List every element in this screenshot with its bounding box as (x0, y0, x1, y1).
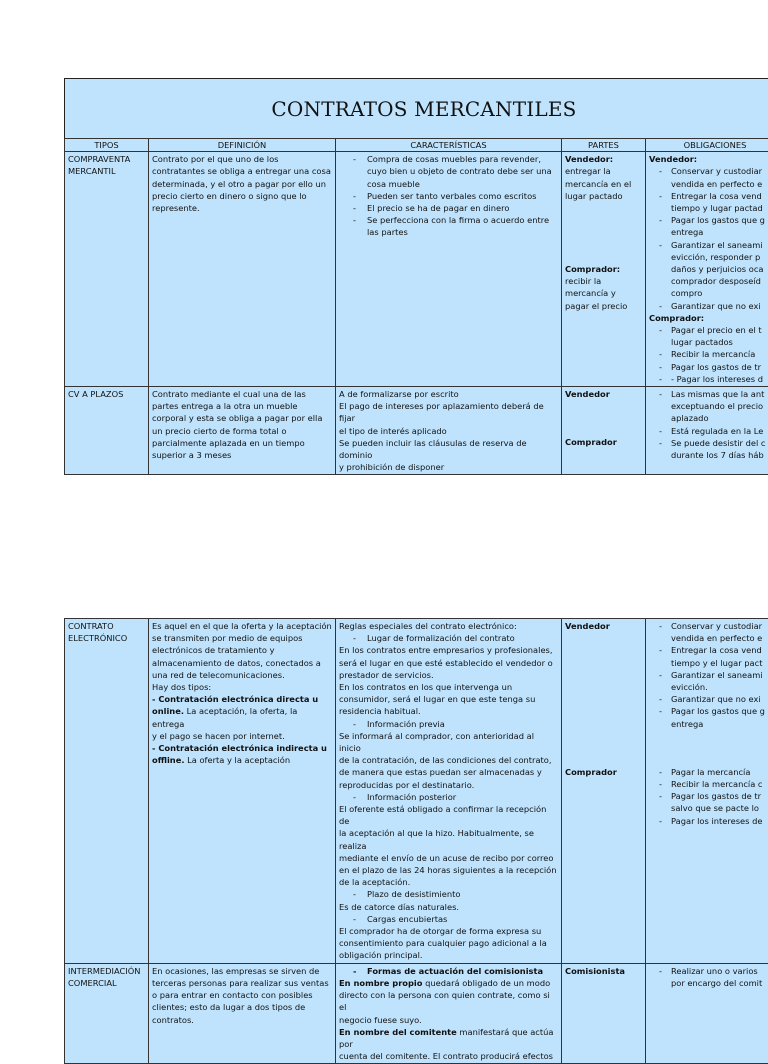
caracteristica-item: - Pueden ser tanto verbales como escritos (339, 190, 558, 202)
cell-definicion (149, 152, 336, 387)
caracteristica-item: - Compra de cosas muebles para revender, (339, 153, 558, 165)
definicion-line: o para entrar en contacto con posibles (152, 989, 332, 1001)
cell-caracteristicas (336, 387, 562, 475)
table-row (65, 387, 768, 475)
parte-line: mercancía y (565, 287, 642, 299)
obligacion-item: - Conservar y custodiar (649, 620, 768, 632)
caracteristica-line: El comprador ha de otorgar de forma expresa su (339, 925, 558, 937)
definicion-directa-bold: online. (152, 706, 184, 716)
definicion-indirecta-title: - Contratación electrónica indirecta u (152, 742, 332, 754)
caracteristica-line: de la contratación, de las condiciones del contrato, (339, 754, 558, 766)
parte-line: pagar el precio (565, 300, 642, 312)
obligacion-cont: tiempo y lugar pactad (649, 202, 768, 214)
table-title: CONTRATOS MERCANTILES (271, 97, 576, 121)
obligacion-cont: aplazado (649, 412, 768, 424)
obligacion-item: - Garantizar el saneami (649, 239, 768, 251)
header-row (65, 139, 768, 152)
definicion-line: contratantes se obliga a entregar una cosa (152, 165, 332, 177)
table-row (65, 152, 768, 387)
obligacion-cont: vendida en perfecto e (649, 178, 768, 190)
caracteristica-line: directo con la persona con quien contrate, como si el (339, 989, 558, 1013)
caracteristica-line: obligación principal. (339, 949, 558, 961)
definicion-directa-text: La aceptación, la oferta, la entrega (152, 706, 297, 728)
caracteristica-line: mediante el envío de un acuse de recibo por correo (339, 852, 558, 864)
parte-comprador-label: Comprador (565, 436, 642, 448)
caracteristica-intro: Reglas especiales del contrato electrónico: (339, 620, 558, 632)
parte-line: entregar la (565, 165, 642, 177)
definicion-line: terceras personas para realizar sus ventas (152, 977, 332, 989)
definicion-line: electrónicos de tratamiento y (152, 644, 332, 656)
caracteristica-line: El pago de intereses por aplazamiento deberá de fijar (339, 400, 558, 424)
caracteristica-line: reproducidas por el destinatario. (339, 779, 558, 791)
caracteristica-line: cuenta del comitente. El contrato producirá efectos (339, 1050, 558, 1062)
obligacion-cont: daños y perjuicios oca (649, 263, 768, 275)
obligacion-item: - Entregar la cosa vend (649, 644, 768, 656)
parte-line: recibir la (565, 275, 642, 287)
cell-caracteristicas (336, 963, 562, 1064)
definicion-directa-line (152, 705, 332, 729)
obligacion-item: - Se puede desistir del c (649, 437, 768, 449)
definicion-line: y el pago se hacen por internet. (152, 730, 332, 742)
contracts-table-page-1 (64, 78, 768, 475)
table-title-bar (64, 78, 768, 138)
caracteristica-section-title: - Cargas encubiertas (339, 913, 558, 925)
caracteristica-section-title: - Información previa (339, 718, 558, 730)
parte-vendedor-label: Vendedor: (565, 153, 642, 165)
caracteristica-cont: las partes (339, 226, 558, 238)
definicion-line: En ocasiones, las empresas se sirven de (152, 965, 332, 977)
caracteristica-line: A de formalizarse por escrito (339, 388, 558, 400)
definicion-directa-title: - Contratación electrónica directa u (152, 693, 332, 705)
obligacion-item: - Recibir la mercancía c (649, 778, 768, 790)
cell-definicion (149, 619, 336, 964)
header-definicion: DEFINICIÓN (149, 139, 336, 152)
obligacion-cont: tiempo y el lugar pact (649, 657, 768, 669)
definicion-indirecta-bold: offline. (152, 755, 185, 765)
spacer (649, 730, 768, 766)
cell-obligaciones (646, 152, 768, 387)
obligacion-item: - Entregar la cosa vend (649, 190, 768, 202)
obligacion-cont: comprador desposeíd (649, 275, 768, 287)
cell-tipo (65, 387, 149, 475)
caracteristica-cont: cosa mueble (339, 178, 558, 190)
caracteristica-section-title: - Plazo de desistimiento (339, 888, 558, 900)
caracteristica-line: y prohibición de disponer (339, 461, 558, 473)
parte-line: mercancía en el (565, 178, 642, 190)
caracteristica-line: prestador de servicios. (339, 669, 558, 681)
definicion-line: un precio cierto de forma total o (152, 425, 332, 437)
definicion-line: contratos. (152, 1014, 332, 1026)
caracteristica-line: En los contratos entre empresarios y profesionales, (339, 644, 558, 656)
obligacion-cont: compro (649, 287, 768, 299)
definicion-line: Es aquel en el que la oferta y la aceptación (152, 620, 332, 632)
caracteristica-line: será el lugar en que esté establecido el vendedor o (339, 657, 558, 669)
caracteristica-section-title: - Formas de actuación del comisionista (339, 965, 558, 977)
caracteristica-line: en el plazo de las 24 horas siguientes a la recepción (339, 864, 558, 876)
caracteristica-line: consentimiento para cualquier pago adicional a la (339, 937, 558, 949)
obligacion-item: - Pagar los gastos que g (649, 705, 768, 717)
caracteristica-line: En los contratos en los que intervenga un (339, 681, 558, 693)
definicion-line: corporal y esta se obliga a pagar por ella (152, 412, 332, 424)
header-caracteristicas: CARACTERÍSTICAS (336, 139, 562, 152)
caracteristica-line: Se pueden incluir las cláusulas de reserva de dominio (339, 437, 558, 461)
caracteristica-section-title: - Lugar de formalización del contrato (339, 632, 558, 644)
cell-tipo (65, 963, 149, 1064)
definicion-line: Hay dos tipos: (152, 681, 332, 693)
parte-comisionista-label: Comisionista (565, 965, 642, 977)
obligacion-cont: lugar pactados (649, 336, 768, 348)
caracteristica-line: Es de catorce días naturales. (339, 901, 558, 913)
obligacion-item: - - Pagar los intereses d (649, 373, 768, 385)
obligacion-item: - Conservar y custodiar (649, 165, 768, 177)
spacer (565, 202, 642, 263)
contracts-table (64, 138, 768, 475)
cell-definicion (149, 387, 336, 475)
obligacion-item: - Garantizar que no exi (649, 693, 768, 705)
table-row (65, 963, 768, 1064)
cell-tipo (65, 152, 149, 387)
tipo-line: CV A PLAZOS (68, 388, 145, 400)
caracteristica-line: la aceptación al que la hizo. Habitualmente, se realiza (339, 827, 558, 851)
tipo-line: COMERCIAL (68, 977, 145, 989)
obligacion-item: - Pagar la mercancía (649, 766, 768, 778)
tipo-line: INTERMEDIACIÓN (68, 965, 145, 977)
caracteristica-line (339, 977, 558, 989)
caracteristica-line: de manera que estas puedan ser almacenadas y (339, 766, 558, 778)
caracteristica-text: quedará obligado de un modo (422, 978, 550, 988)
cell-partes (562, 387, 646, 475)
definicion-line: superior a 3 meses (152, 449, 332, 461)
cell-caracteristicas (336, 619, 562, 964)
obligacion-item: - Garantizar que no exi (649, 300, 768, 312)
obligacion-cont: evicción, responder p (649, 251, 768, 263)
obligacion-item: - Pagar los intereses de (649, 815, 768, 827)
obligacion-vendedor-label: Vendedor: (649, 153, 768, 165)
obligacion-item: - Las mismas que la ant (649, 388, 768, 400)
obligacion-cont: salvo que se pacte lo (649, 802, 768, 814)
caracteristica-bold: En nombre propio (339, 978, 422, 988)
definicion-line: determinada, y el otro a pagar por ello un (152, 178, 332, 190)
cell-obligaciones (646, 387, 768, 475)
obligacion-cont: evicción. (649, 681, 768, 693)
caracteristica-section-title: - Información posterior (339, 791, 558, 803)
definicion-line: una red de telecomunicaciones. (152, 669, 332, 681)
obligacion-cont: vendida en perfecto e (649, 632, 768, 644)
cell-obligaciones (646, 619, 768, 964)
tipo-line: ELECTRÓNICO (68, 632, 145, 644)
caracteristica-line: negocio fuese suyo. (339, 1014, 558, 1026)
cell-caracteristicas (336, 152, 562, 387)
obligacion-comprador-label: Comprador: (649, 312, 768, 324)
parte-vendedor-label: Vendedor (565, 620, 642, 632)
obligacion-item: - Realizar uno o varios (649, 965, 768, 977)
table-row (65, 619, 768, 964)
obligacion-item: - Pagar los gastos de tr (649, 790, 768, 802)
definicion-line: Contrato mediante el cual una de las (152, 388, 332, 400)
header-obligaciones: OBLIGACIONES (646, 139, 768, 152)
parte-vendedor-label: Vendedor (565, 388, 642, 400)
cell-partes (562, 152, 646, 387)
tipo-line: CONTRATO (68, 620, 145, 632)
obligacion-item: - Pagar los gastos de tr (649, 361, 768, 373)
cell-definicion (149, 963, 336, 1064)
obligacion-item: - Pagar los gastos que g (649, 214, 768, 226)
definicion-indirecta-line (152, 754, 332, 766)
parte-line: lugar pactado (565, 190, 642, 202)
definicion-line: parcialmente aplazada en un tiempo (152, 437, 332, 449)
cell-tipo (65, 619, 149, 964)
tipo-line: COMPRAVENTA (68, 153, 145, 165)
obligacion-cont: por encargo del comit (649, 977, 768, 989)
contracts-table-continued (64, 618, 768, 1064)
parte-comprador-label: Comprador (565, 766, 642, 778)
obligacion-cont: entrega (649, 226, 768, 238)
caracteristica-line: consumidor, será el lugar en que este tenga su (339, 693, 558, 705)
definicion-line: clientes; esto da lugar a dos tipos de (152, 1001, 332, 1013)
obligacion-cont: durante los 7 días háb (649, 449, 768, 461)
caracteristica-line: Se informará al comprador, con anterioridad al inicio (339, 730, 558, 754)
caracteristica-item: - Se perfecciona con la firma o acuerdo entre (339, 214, 558, 226)
cell-partes (562, 619, 646, 964)
spacer (565, 400, 642, 436)
caracteristica-text: manifestará que actúa por (339, 1027, 553, 1049)
definicion-line: partes entrega a la otra un mueble (152, 400, 332, 412)
obligacion-item: - Está regulada en la Le (649, 425, 768, 437)
caracteristica-line: residencia habitual. (339, 705, 558, 717)
caracteristica-line: el tipo de interés aplicado (339, 425, 558, 437)
definicion-indirecta-text: La oferta y la aceptación (185, 755, 291, 765)
definicion-line: precio cierto en dinero o signo que lo (152, 190, 332, 202)
caracteristica-line: de la aceptación. (339, 876, 558, 888)
caracteristica-cont: cuyo bien u objeto de contrato debe ser una (339, 165, 558, 177)
obligacion-item: - Pagar el precio en el t (649, 324, 768, 336)
obligacion-item: - Recibir la mercancía (649, 348, 768, 360)
definicion-line: se transmiten por medio de equipos (152, 632, 332, 644)
obligacion-cont: exceptuando el precio (649, 400, 768, 412)
tipo-line: MERCANTIL (68, 165, 145, 177)
caracteristica-bold: En nombre del comitente (339, 1027, 457, 1037)
definicion-line: Contrato por el que uno de los (152, 153, 332, 165)
caracteristica-item: - El precio se ha de pagar en dinero (339, 202, 558, 214)
cell-partes (562, 963, 646, 1064)
header-tipos: TIPOS (65, 139, 149, 152)
header-partes: PARTES (562, 139, 646, 152)
obligacion-cont: entrega (649, 718, 768, 730)
obligacion-item: - Garantizar el saneami (649, 669, 768, 681)
caracteristica-line: El oferente está obligado a confirmar la recepción de (339, 803, 558, 827)
spacer (565, 632, 642, 766)
definicion-line: represente. (152, 202, 332, 214)
caracteristica-line (339, 1026, 558, 1050)
parte-comprador-label: Comprador: (565, 263, 642, 275)
cell-obligaciones (646, 963, 768, 1064)
contracts-table-page-2 (64, 618, 768, 1064)
definicion-line: almacenamiento de datos, conectados a (152, 657, 332, 669)
